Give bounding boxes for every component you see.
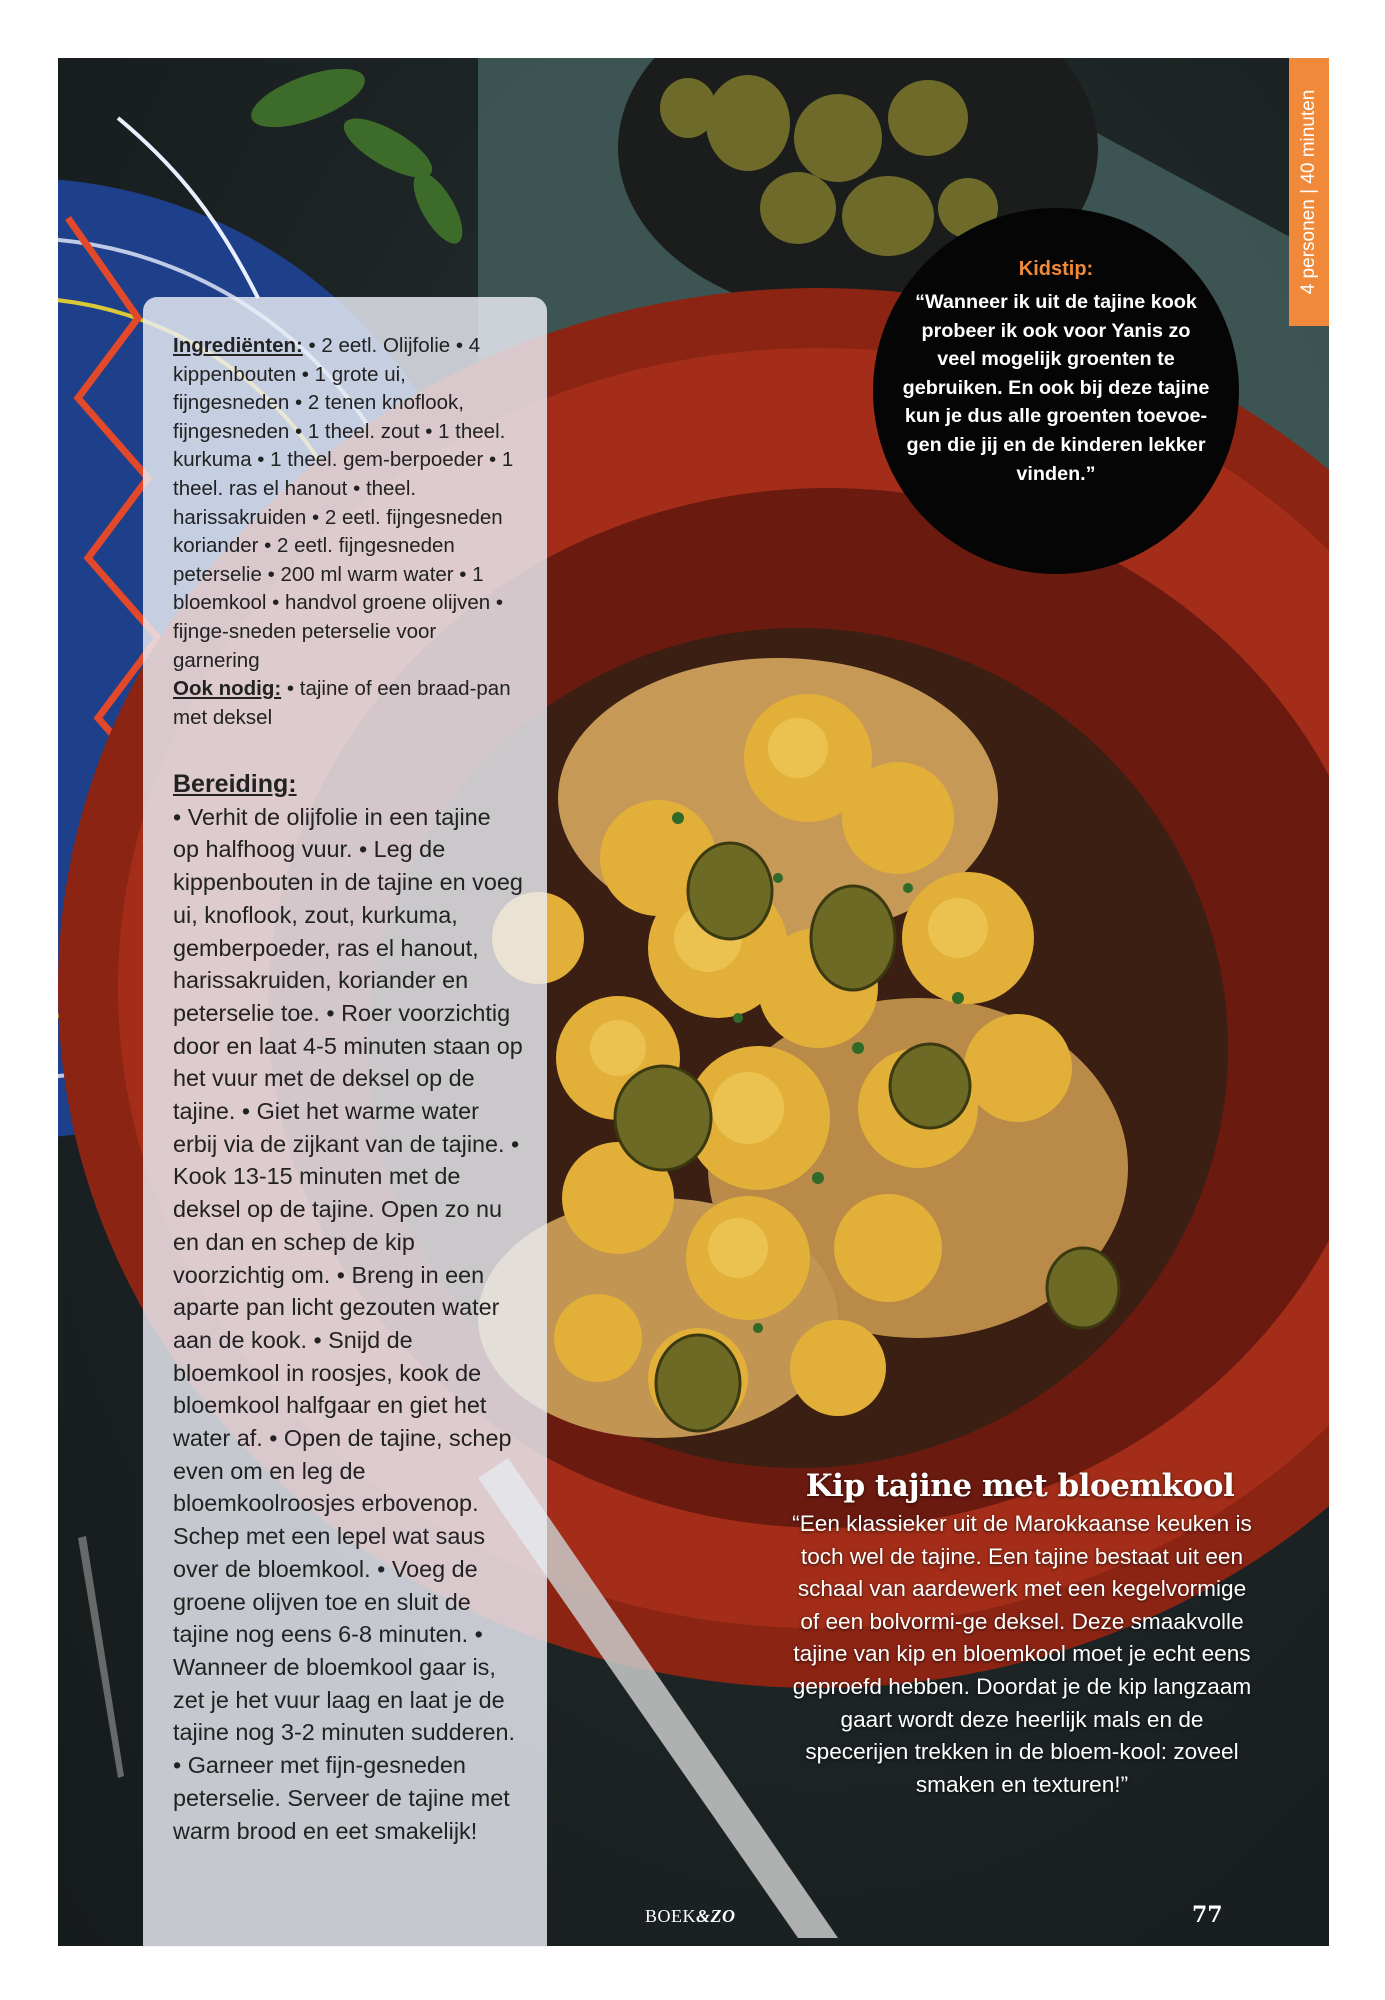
equipment-label: Ook nodig: xyxy=(173,677,282,701)
preparation-block xyxy=(173,768,523,1847)
ingredients-list: • 2 eetl. Olijfolie • 4 kippenbouten • 1 grote ui, fijngesneden • 2 tenen knoflook, fijngesneden • 1 theel. zout • 1 theel. kurkuma • 1 theel. gem-berpoeder • 1 theel. ras el hanout • theel. harissakruiden • 2 eetl. fijngesneden koriander • 2 eetl. fijngesneden peterselie • 200 ml warm water • 1 bloemkool • handvol groene olijven • fijnge-sneden peterselie voor garnering xyxy=(173,334,514,672)
page-number: 77 xyxy=(1192,1902,1223,1928)
recipe-intro: “Een klassieker uit de Marokkaanse keuken is toch wel de tajine. Een tajine bestaat uit een schaal van aardewerk met een kegelvormige of een bolvormi-ge deksel. Deze smaakvolle tajine van kip en bloemkool moet je echt eens geproefd hebben. Doordat je de kip langzaam gaart wordt deze heerlijk mals en de specerijen trekken in de bloem-kool: zoveel smaken en texturen!” xyxy=(792,1511,1252,1797)
brand-logo xyxy=(645,1906,736,1927)
brand-part-1: BOEK xyxy=(645,1906,696,1926)
preparation-label: Bereiding: xyxy=(173,770,297,798)
kids-tip-quote: “Wanneer ik uit de tajine kook probeer ik ook voor Yanis zo veel mogelijk groenten te gebruiken. En ook bij deze tajine kun je dus alle groenten toevoe-gen die jij en de kinderen lekker vinden.” xyxy=(902,291,1210,485)
equipment-list: • tajine of een braad-pan met deksel xyxy=(173,677,511,729)
ingredients-block xyxy=(173,332,519,732)
kids-tip-title: Kidstip: xyxy=(1018,258,1094,280)
kids-tip-circle xyxy=(873,208,1239,574)
recipe-title: Kip tajine met bloemkool xyxy=(805,1468,1235,1504)
ingredients-label: Ingrediënten: xyxy=(173,334,303,357)
servings-time-label: 4 personen | 40 minuten xyxy=(1298,89,1319,295)
servings-tab xyxy=(1289,58,1329,326)
preparation-steps: • Verhit de olijfolie in een tajine op halfhoog vuur. • Leg de kippenbouten in de tajine en voeg ui, knoflook, zout, kurkuma, gemberpoeder, ras el hanout, harissakruiden, koriander en peterselie toe. • Roer voorzichtig door en laat 4-5 minuten staan op het vuur met de deksel op de tajine. • Giet het warme water erbij via de zijkant van de tajine. • Kook 13-15 minuten met de deksel op de tajine. Open zo nu en dan en schep de kip voorzichtig om. • Breng in een aparte pan licht gezouten water aan de kook. • Snijd de bloemkool in roosjes, kook de bloemkool halfgaar en giet het water af. • Open de tajine, schep even om en leg de bloemkoolroosjes erbovenop. Schep met een lepel wat saus over de bloemkool. • Voeg de groene olijven toe en sluit de tajine nog eens 6-8 minuten. • Wanneer de bloemkool gaar is, zet je het vuur laag en laat je de tajine nog 3-2 minuten sudderen. • Garneer met fijn-gesneden peterselie. Serveer de tajine met warm brood en eet smakelijk! xyxy=(173,803,523,1844)
brand-part-2: &ZO xyxy=(696,1906,736,1926)
